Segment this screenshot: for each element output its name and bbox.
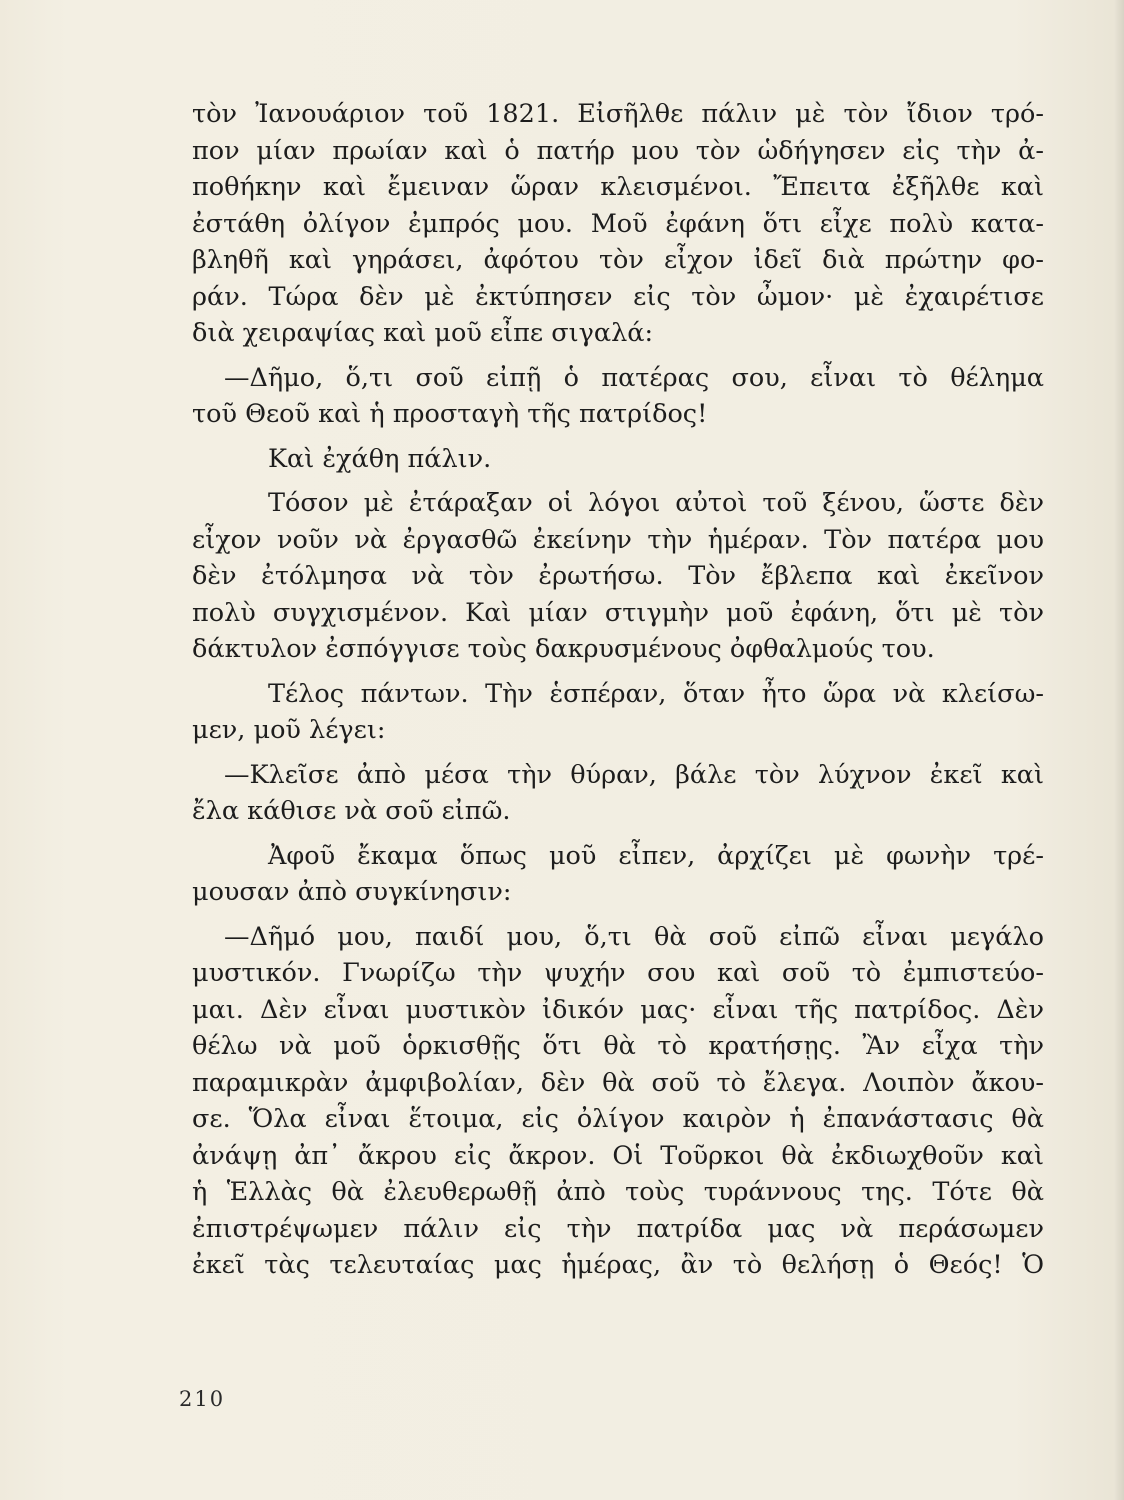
text-line: ἐστάθη ὀλίγον ἐμπρός μου. Μοῦ ἐφάνη ὅτι εἶχε πολὺ κατα- [192,208,1044,239]
text-line: δάκτυλον ἐσπόγγισε τοὺς δακρυσμένους ὀφθαλμούς του. [192,634,935,664]
text-line: Καὶ ἐχάθη πάλιν. [268,443,492,474]
page-edge-shadow [1114,0,1124,1500]
dialogue-line: —Κλεῖσε ἀπὸ μέσα τὴν θύραν, βάλε τὸν λύχνον ἐκεῖ καὶ [224,759,1044,790]
text-line: βληθῆ καὶ γηράσει, ἀφότου τὸν εἶχον ἰδεῖ διὰ πρώτην φο- [192,245,1044,275]
text-line: ποθήκην καὶ ἔμειναν ὥραν κλεισμένοι. Ἔπειτα ἐξῆλθε καὶ [192,172,1044,202]
dialogue-line: —Δῆμο, ὅ,τι σοῦ εἰπῇ ὁ πατέρας σου, εἶναι τὸ θέλημα [224,362,1044,393]
text-line: ἐκεῖ τὰς τελευταίας μας ἡμέρας, ἂν τὸ θελήσῃ ὁ Θεός! Ὁ [192,1250,1044,1280]
text-line: δὲν ἐτόλμησα νὰ τὸν ἐρωτήσω. Τὸν ἔβλεπα καὶ ἐκεῖνον [192,561,1044,591]
body-text [192,96,1044,1284]
text-line: μυστικόν. Γνωρίζω τὴν ψυχήν σου καὶ σοῦ τὸ ἐμπιστεύο- [192,958,1044,988]
paragraph-start: Ἀφοῦ ἔκαμα ὅπως μοῦ εἶπεν, ἀρχίζει μὲ φωνὴν τρέ- [268,840,1044,871]
paragraph-start: Τέλος πάντων. Τὴν ἑσπέραν, ὅταν ἦτο ὥρα νὰ κλείσω- [268,678,1044,709]
text-line: ἀνάψῃ ἀπ᾿ ἄκρου εἰς ἄκρον. Οἱ Τοῦρκοι θὰ ἐκδιωχθοῦν καὶ [192,1140,1044,1171]
text-line: διὰ χειραψίας καὶ μοῦ εἶπε σιγαλά: [192,318,654,348]
text-line: ἐπιστρέψωμεν πάλιν εἰς τὴν πατρίδα μας νὰ περάσωμεν [192,1213,1044,1244]
text-line: μαι. Δὲν εἶναι μυστικὸν ἰδικόν μας· εἶναι τῆς πατρίδος. Δὲν [192,994,1044,1025]
page-number: 210 [179,1387,226,1411]
text-line: ράν. Τώρα δὲν μὲ ἐκτύπησεν εἰς τὸν ὦμον· μὲ ἐχαιρέτισε [192,281,1044,312]
text-line: παραμικρὰν ἀμφιβολίαν, δὲν θὰ σοῦ τὸ ἔλεγα. Λοιπὸν ἄκου- [192,1067,1044,1098]
text-line: εἶχον νοῦν νὰ ἐργασθῶ ἐκείνην τὴν ἡμέραν. Τὸν πατέρα μου [192,524,1044,555]
text-line: σε. Ὅλα εἶναι ἕτοιμα, εἰς ὀλίγον καιρὸν ἡ ἐπανάστασις θὰ [192,1104,1044,1134]
text-line: ἔλα κάθισε νὰ σοῦ εἰπῶ. [192,796,511,826]
dialogue-line: —Δῆμό μου, παιδί μου, ὅ,τι θὰ σοῦ εἰπῶ εἶναι μεγάλο [224,921,1044,952]
text-line: τὸν Ἰανουάριον τοῦ 1821. Εἰσῆλθε πάλιν μὲ τὸν ἴδιον τρό- [192,99,1044,129]
text-line: μεν, μοῦ λέγει: [192,715,386,745]
text-line: πον μίαν πρωίαν καὶ ὁ πατήρ μου τὸν ὡδήγησεν εἰς τὴν ἀ- [192,135,1044,166]
text-line: ἡ Ἑλλὰς θὰ ἐλευθερωθῇ ἀπὸ τοὺς τυράννους της. Τότε θὰ [192,1177,1044,1207]
paragraph-start: Τόσον μὲ ἐτάραξαν οἱ λόγοι αὐτοὶ τοῦ ξένου, ὥστε δὲν [268,488,1044,518]
text-line: τοῦ Θεοῦ καὶ ἡ προσταγὴ τῆς πατρίδος! [192,399,708,429]
text-line: θέλω νὰ μοῦ ὁρκισθῇς ὅτι θὰ τὸ κρατήσῃς. Ἂν εἶχα τὴν [192,1031,1044,1061]
text-line: μουσαν ἀπὸ συγκίνησιν: [192,877,512,907]
text-line: πολὺ συγχισμένον. Καὶ μίαν στιγμὴν μοῦ ἐφάνη, ὅτι μὲ τὸν [192,597,1044,628]
